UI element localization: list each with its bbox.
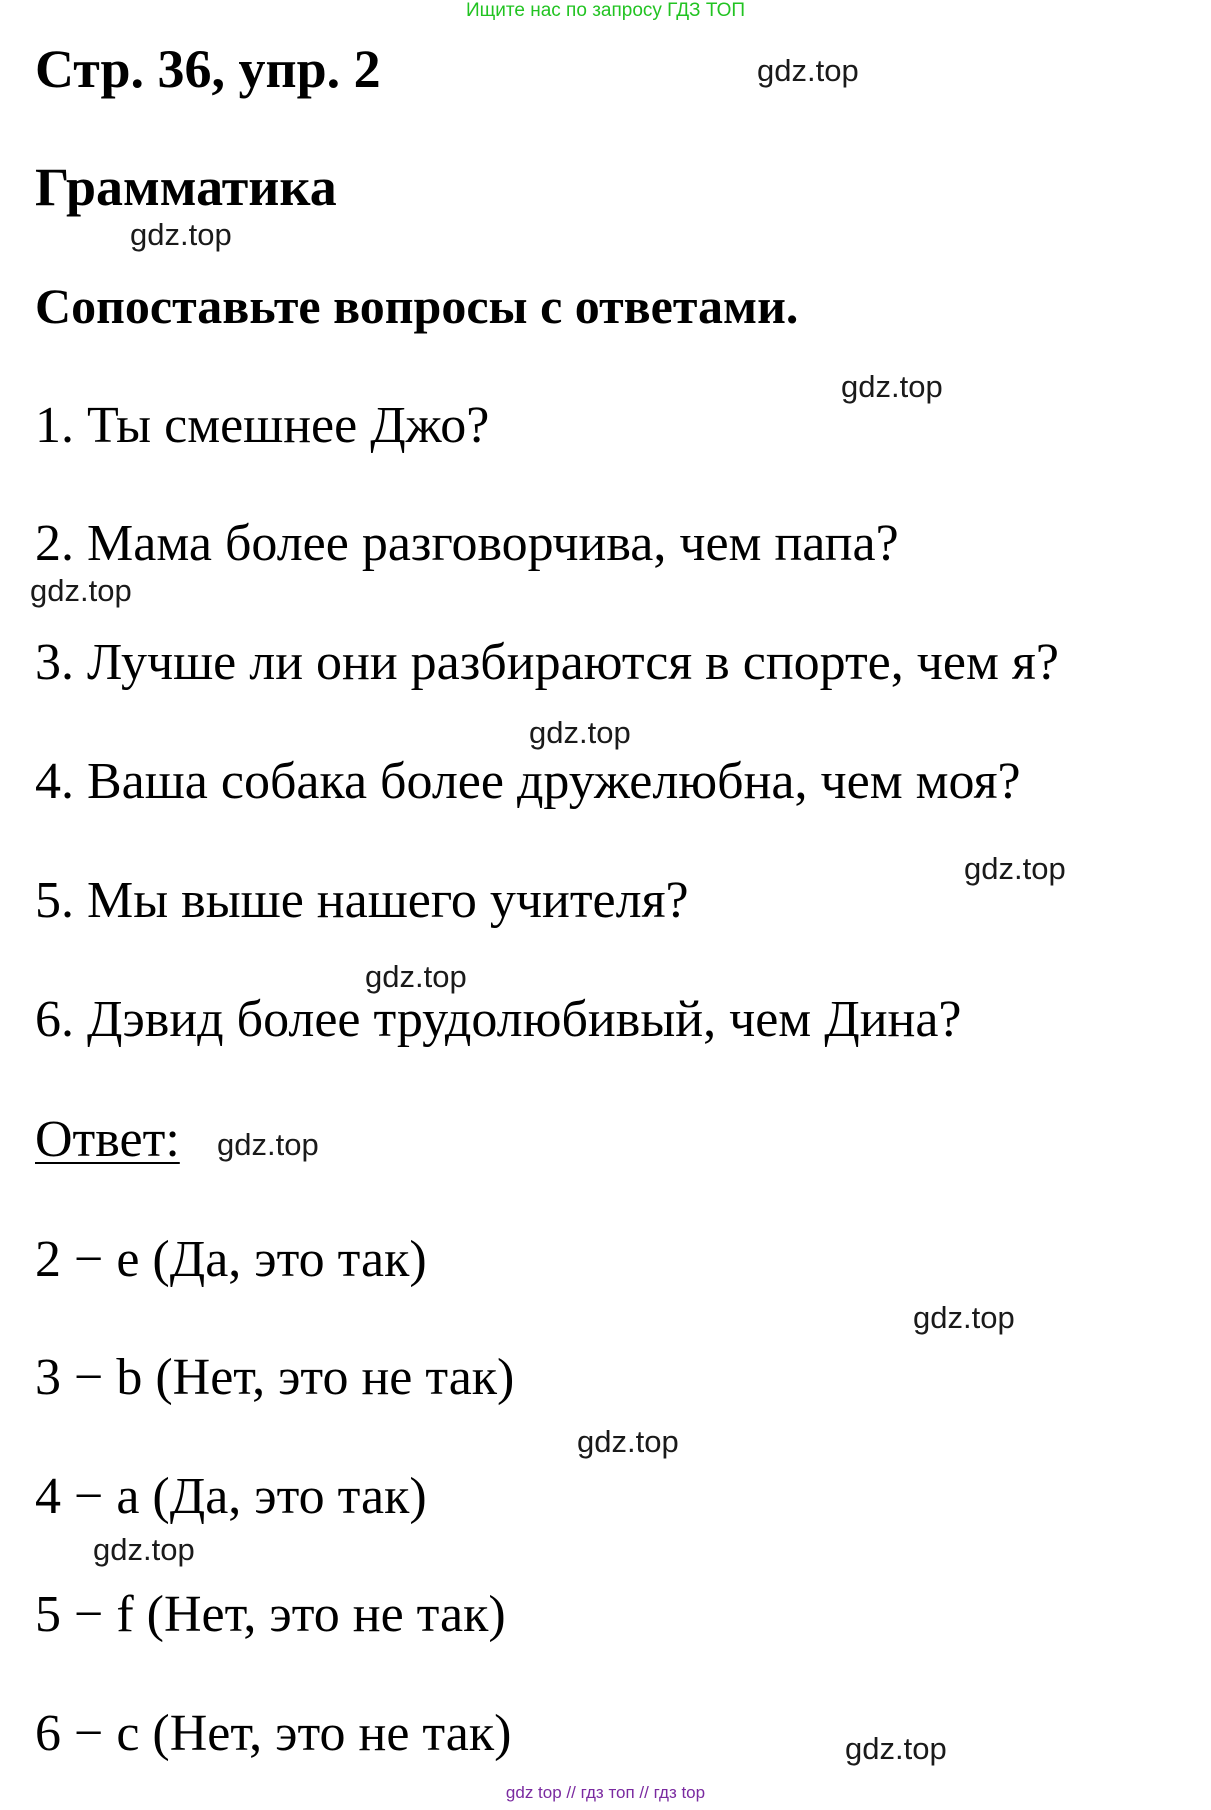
question-1: 1. Ты смешнее Джо? bbox=[35, 397, 490, 454]
watermark: gdz.top bbox=[913, 1300, 1015, 1335]
question-4: 4. Ваша собака более дружелюбна, чем моя? bbox=[35, 753, 1021, 810]
question-2: 2. Мама более разговорчива, чем папа? bbox=[35, 515, 899, 572]
answer-5: 5 − f (Нет, это не так) bbox=[35, 1586, 506, 1643]
question-6: 6. Дэвид более трудолюбивый, чем Дина? bbox=[35, 991, 962, 1048]
answer-6: 6 − c (Нет, это не так) bbox=[35, 1705, 512, 1762]
task-instruction: Сопоставьте вопросы с ответами. bbox=[35, 278, 799, 334]
watermark: gdz.top bbox=[365, 959, 467, 994]
watermark: gdz.top bbox=[841, 369, 943, 404]
page-title: Стр. 36, упр. 2 bbox=[35, 39, 381, 99]
section-title: Грамматика bbox=[35, 157, 337, 217]
watermark: gdz.top bbox=[130, 217, 232, 252]
watermark: gdz.top bbox=[757, 53, 859, 88]
answer-3: 3 − b (Нет, это не так) bbox=[35, 1349, 515, 1406]
watermark: gdz.top bbox=[845, 1731, 947, 1766]
question-5: 5. Мы выше нашего учителя? bbox=[35, 872, 689, 929]
bottom-banner: gdz top // гдз топ // гдз top bbox=[505, 1783, 706, 1802]
top-banner: Ищите нас по запросу ГДЗ ТОП bbox=[465, 0, 746, 21]
watermark: gdz.top bbox=[93, 1532, 195, 1567]
watermark: gdz.top bbox=[30, 573, 132, 608]
answer-2: 2 − e (Да, это так) bbox=[35, 1231, 427, 1288]
answer-4: 4 − a (Да, это так) bbox=[35, 1468, 427, 1525]
watermark: gdz.top bbox=[529, 715, 631, 750]
watermark: gdz.top bbox=[577, 1424, 679, 1459]
watermark: gdz.top bbox=[964, 851, 1066, 886]
question-3: 3. Лучше ли они разбираются в спорте, чем я? bbox=[35, 634, 1059, 691]
watermark: gdz.top bbox=[217, 1127, 319, 1162]
answer-label: Ответ: bbox=[35, 1111, 180, 1168]
